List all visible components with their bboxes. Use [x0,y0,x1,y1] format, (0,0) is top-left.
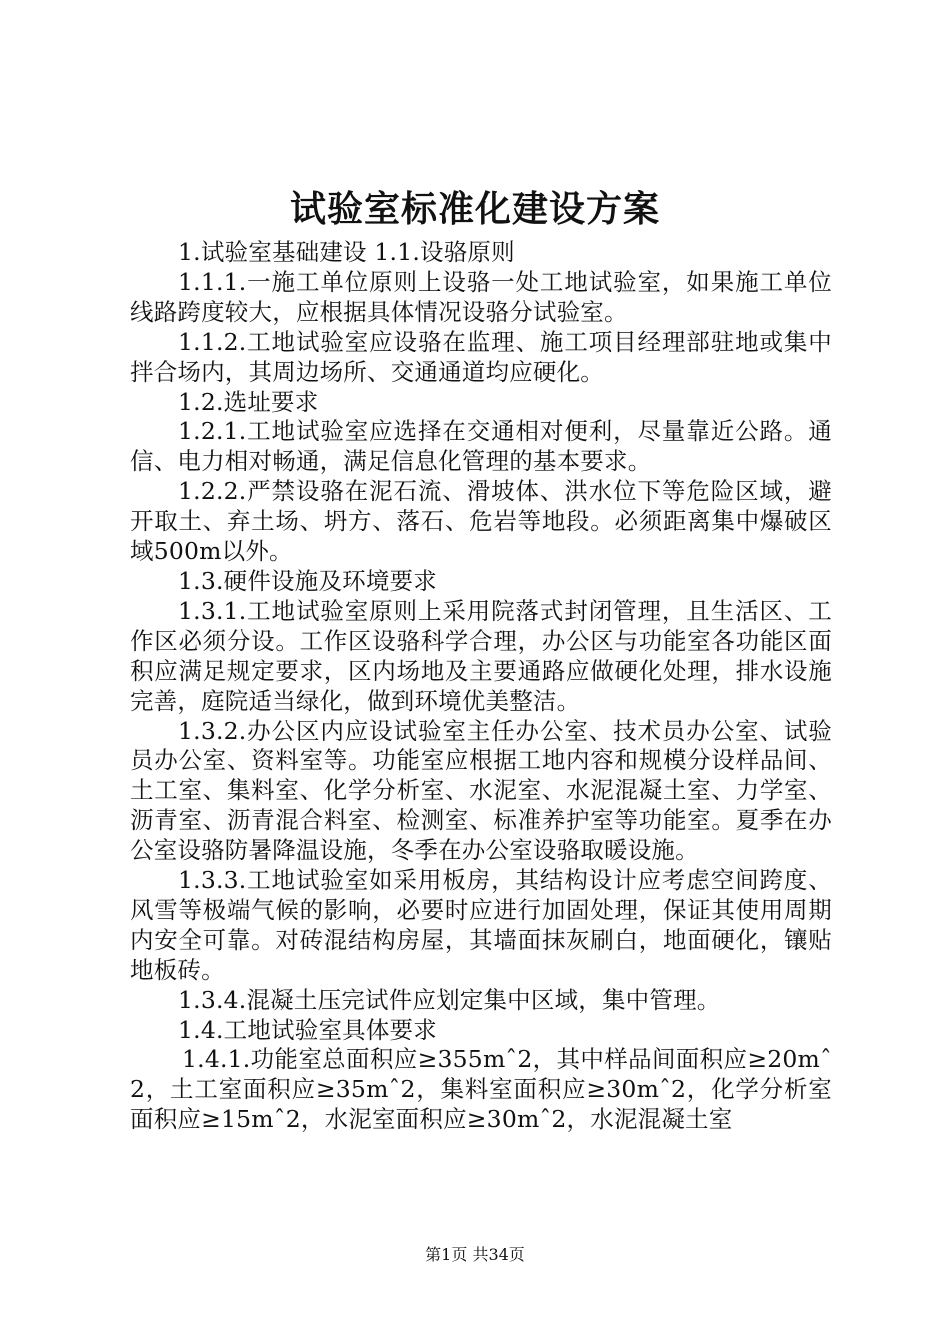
paragraph: 1.3.2.办公区内应设试验室主任办公室、技术员办公室、试验员办公室、资料室等。功能室应根据工地内容和规模分设样品间、土工室、集料室、化学分析室、水泥室、水泥混凝土室、力学室、沥青室、沥青混合料室、检测室、标准养护室等功能室。夏季在办公室设骆防暑降温设施，冬季在办公室设骆取暖设施。 [130,716,832,865]
paragraph: 1.1.1.一施工单位原则上设骆一处工地试验室，如果施工单位线路跨度较大，应根据具体情况设骆分试验室。 [130,267,832,326]
paragraph: 1.3.3.工地试验室如采用板房，其结构设计应考虑空间跨度、风雪等极端气候的影响，必要时应进行加固处理，保证其使用周期内安全可靠。对砖混结构房屋，其墙面抹灰刷白，地面硬化，镶贴地板砖。 [130,866,832,984]
paragraph: 1.试验室基础建设 1.1.设骆原则 [178,238,515,266]
paragraph: 1.2.1.工地试验室应选择在交通相对便利，尽量靠近公路。通信、电力相对畅通，满足信息化管理的基本要求。 [130,417,832,476]
paragraph: 1.2.选址要求 [178,387,319,416]
paragraph: 1.3.4.混凝土压完试件应划定集中区域，集中管理。 [178,985,721,1014]
page-footer: 第1页 共34页 [425,1245,525,1264]
document-title: 试验室标准化建设方案 [289,188,660,230]
paragraph: 1.2.2.严禁设骆在泥石流、滑坡体、洪水位下等危险区域，避开取土、弃土场、坍方、落石、危岩等地段。必须距离集中爆破区域500m以外。 [130,477,832,566]
paragraph: 1.1.2.工地试验室应设骆在监理、施工项目经理部驻地或集中拌合场内，其周边场所、交通通道均应硬化。 [130,327,832,386]
document-body [130,238,832,1135]
paragraph: 1.4.1.功能室总面积应≥355mˆ2，其中样品间面积应≥20mˆ2，土工室面积应≥35mˆ2，集料室面积应≥30mˆ2，化学分析室面积应≥15mˆ2，水泥室面积应≥30mˆ2，水泥混凝土室 [130,1045,832,1134]
paragraph: 1.3.1.工地试验室原则上采用院落式封闭管理，且生活区、工作区必须分设。工作区设骆科学合理，办公区与功能室各功能区面积应满足规定要求，区内场地及主要通路应做硬化处理，排水设施完善，庭院适当绿化，做到环境优美整洁。 [130,596,832,715]
paragraph: 1.4.工地试验室具体要求 [178,1015,437,1044]
paragraph: 1.3.硬件设施及环境要求 [178,566,437,595]
